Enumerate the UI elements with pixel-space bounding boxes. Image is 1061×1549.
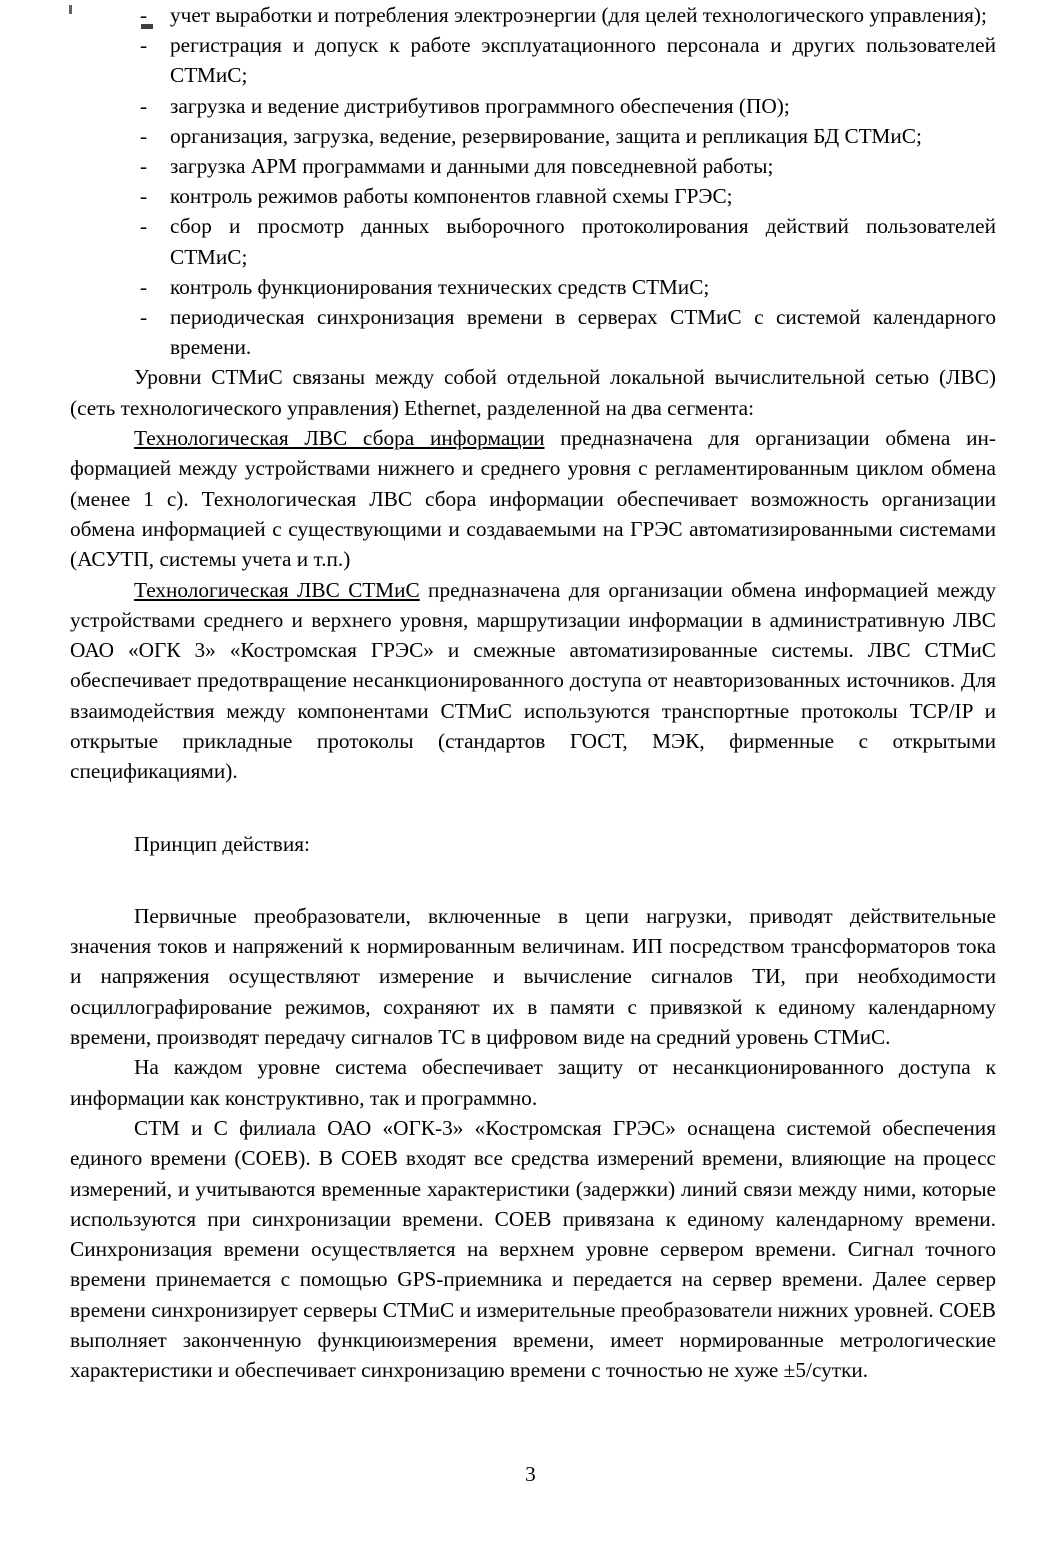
list-item — [70, 302, 996, 362]
paragraph-lan-stmis — [70, 575, 996, 787]
bullet-dash: - — [140, 93, 148, 118]
paragraph-lan-stmis-rest: предназначена для организации обмена информацией между устройствами среднего и верхнего уровня, маршрутизации информации в административную ЛВС ОАО «ОГК 3» «Костромская ГРЭС» и смежные автоматизированные системы. ЛВС СТМиС обеспечивает предотвращение несанкционированного доступа от неавторизованных источников. Для взаимодействия между компонентами СТМиС используются транспортные протоколы TCP/IP и открытые прикладные протоколы (стандартов ГОСТ, МЭК, фирменные с открытыми спецификациями). — [70, 577, 997, 784]
section-heading-principle: Принцип действия: — [134, 831, 310, 856]
paragraph-primary-converters: Первичные преобразователи, включенные в цепи нагрузки, приводят действительные значения токов и напряжений к нормированным величинам. ИП посредством трансформаторов тока и напряжения осуществляют измерение и вычисление сигналов ТИ, при необходимости осциллографирование режимов, сохраняют их в памяти с привязкой к единому календарному времени, производят передачу сигналов ТС в цифровом виде на средний уровень СТМиС. — [70, 903, 996, 1050]
paragraph-protection: На каждом уровне система обеспечивает защиту от несанкционированного доступа к информации как конструктивно, так и программно. — [70, 1055, 996, 1110]
list-item-text: контроль режимов работы компонентов главной схемы ГРЭС; — [170, 184, 733, 209]
bullet-dash: - — [140, 305, 148, 330]
list-item-text: периодическая синхронизация времени в серверах СТМиС с системой календарного времени. — [170, 305, 996, 360]
list-item — [70, 30, 996, 90]
list-item — [70, 91, 996, 121]
spacer — [70, 859, 996, 901]
list-item — [70, 0, 996, 30]
bullet-dash: - — [140, 274, 148, 299]
underlined-term-lan-stmis: Технологическая ЛВС СТМиС — [134, 577, 420, 602]
paragraph-levels-network: Уровни СТМиС связаны между собой отдельной локальной вычислительной сетью (ЛВС) (сеть технологического управления) Ethernet, разделенной на два сегмента: — [70, 365, 996, 420]
bullet-dash: - — [140, 123, 148, 148]
list-item-text: контроль функционирования технических средств СТМиС; — [170, 274, 710, 299]
bullet-dash: - — [140, 33, 148, 58]
list-item-text: регистрация и допуск к работе эксплуатационного персонала и других пользователей СТМиС; — [170, 33, 996, 88]
list-item-text: учет выработки и потребления электроэнергии (для целей технологического управления); — [170, 3, 987, 27]
bullet-dash: - — [140, 154, 148, 179]
page-number: 3 — [525, 1462, 536, 1486]
list-item-text: загрузка АРМ программами и данными для повседневной работы; — [170, 154, 774, 179]
list-item-text: загрузка и ведение дистрибутивов программного обеспечения (ПО); — [170, 93, 790, 118]
page-content — [70, 0, 996, 1386]
list-item-text: сбор и просмотр данных выборочного протоколирования действий пользователей СТМиС; — [170, 214, 996, 269]
paragraph-lan-collect-rest: предназначена для организации обмена информацией между устройствами нижнего и среднего уровня с регламентированным циклом обмена (менее 1 с). Технологическая ЛВС сбора информации обеспечивает возможность организации обмена информацией с существующими и создаваемыми на ГРЭС автоматизированными системами (АСУТП, системы учета и т.п.) — [70, 426, 996, 572]
list-item — [70, 121, 996, 151]
functions-bullet-list — [70, 0, 996, 362]
paragraph-lan-collect — [70, 423, 996, 574]
list-item — [70, 272, 996, 302]
list-item — [70, 211, 996, 271]
bullet-dash: - — [140, 184, 148, 209]
underlined-term-lan-collect: Технологическая ЛВС сбора информации — [134, 426, 545, 451]
list-item — [70, 181, 996, 211]
list-item — [70, 151, 996, 181]
list-item-text: организация, загрузка, ведение, резервирование, защита и репликация БД СТМиС; — [170, 123, 922, 148]
spacer — [70, 787, 996, 829]
bullet-dash: - — [140, 214, 148, 239]
bullet-dash: - — [140, 3, 148, 27]
paragraph-soev: СТМ и С филиала ОАО «ОГК-3» «Костромская ГРЭС» оснащена системой обеспечения единого времени (СОЕВ). В СОЕВ входят все средства измерений времени, влияющие на процесс измерений, и учитываются временные характеристики (задержки) линий связи между ними, которые используются при синхронизации времени. СОЕВ привязана к единому календарному времени. Синхронизация времени осуществляется на верхнем уровне сервером времени. Сигнал точного времени принемается с помощью GPS-приемника и передается на сервер времени. Далее сервер времени синхронизирует серверы СТМиС и измерительные преобразователи нижних уровней. СОЕВ выполняет законченную функциюизмерения времени, имеет нормированные метрологические характеристики и обеспечивает синхронизацию времени с точностью не хуже ±5/сутки. — [70, 1115, 996, 1383]
